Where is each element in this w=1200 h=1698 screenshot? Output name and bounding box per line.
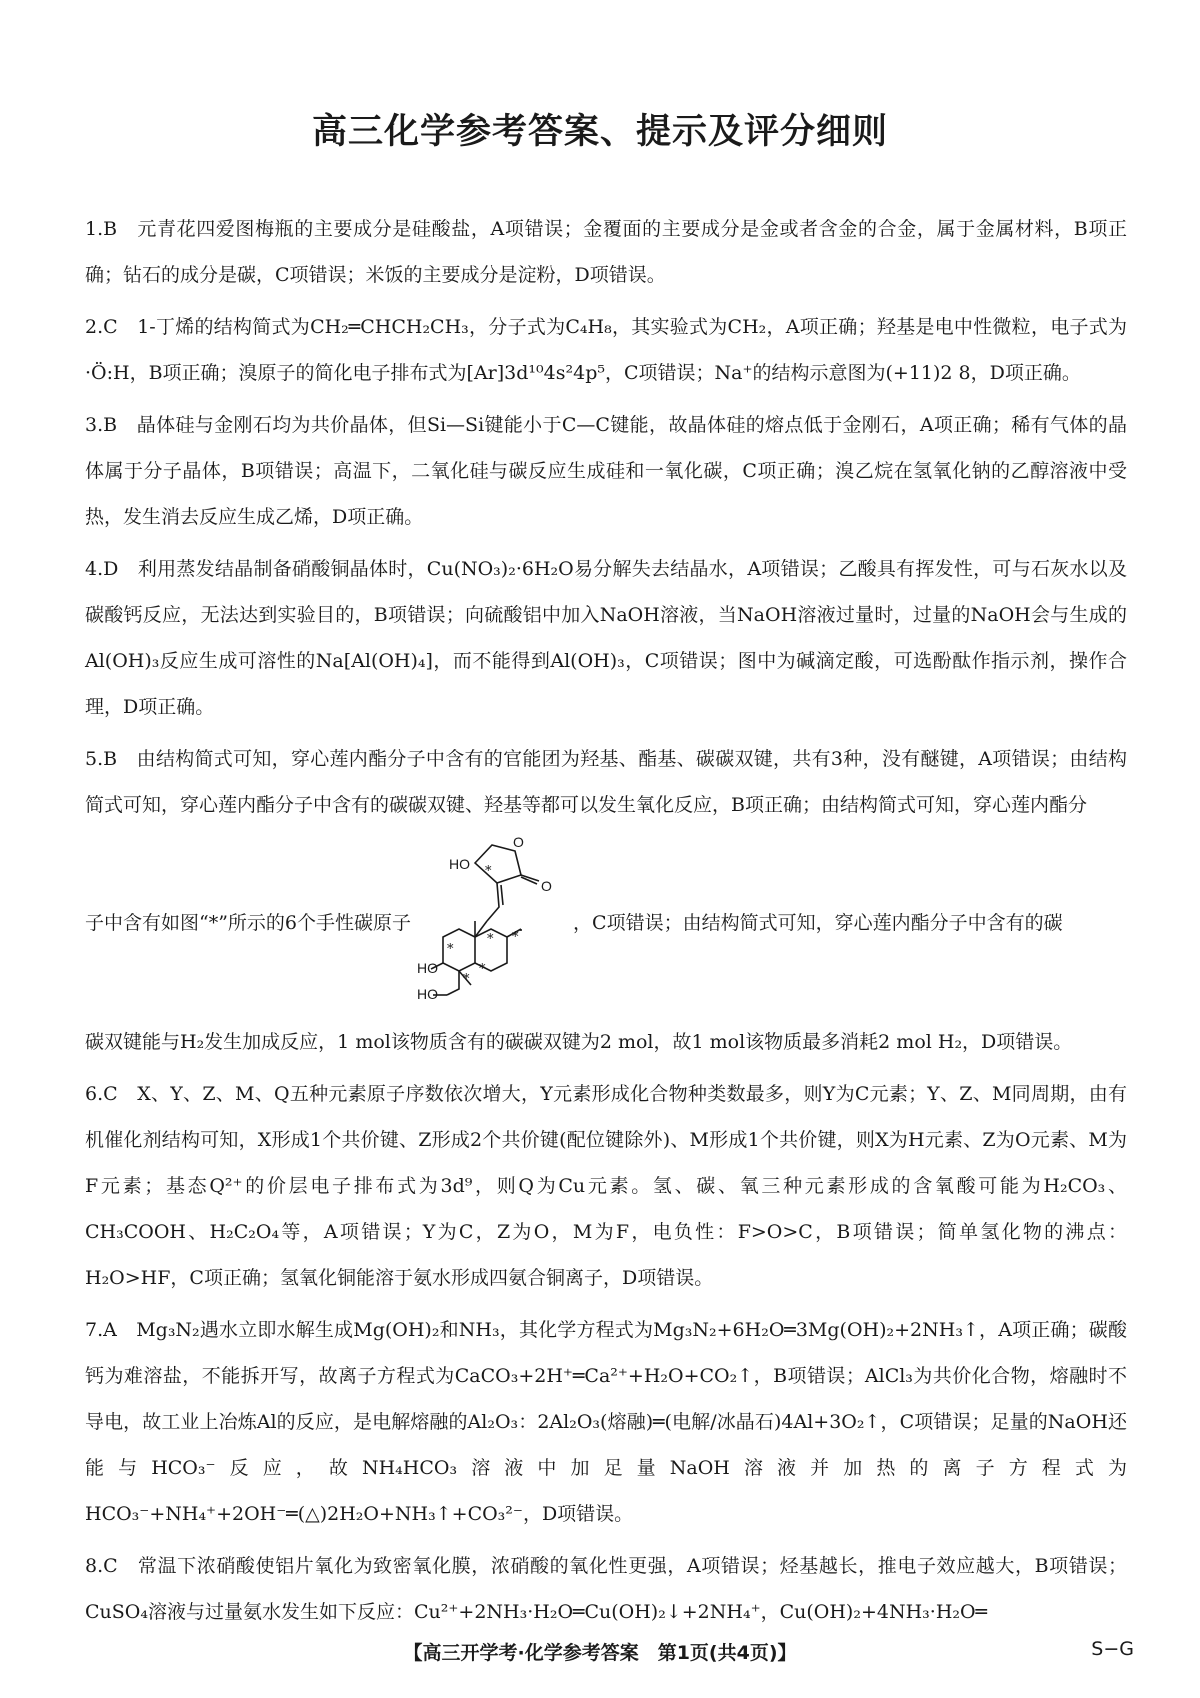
answer-3: 3.B 晶体硅与金刚石均为共价晶体，但Si—Si键能小于C—C键能，故晶体硅的熔点低于金刚石，A项正确；稀有气体的晶体属于分子晶体，B项错误；高温下，二氧化硅与碳反应生成硅和一氧化碳，C项正确；溴乙烷在氢氧化钠的乙醇溶液中受热，发生消去反应生成乙烯，D项正确。 <box>85 414 1127 528</box>
answer-2: 2.C 1-丁烯的结构简式为CH₂═CHCH₂CH₃，分子式为C₄H₈，其实验式为CH₂，A项正确；羟基是电中性微粒，电子式为·Ö:H，B项正确；溴原子的简化电子排布式为[Ar]3d¹⁰4s²4p⁵，C项错误；Na⁺的结构示意图为(+11)2 8，D项正确。 <box>85 316 1127 384</box>
struct-ho-bottom-1: HO <box>417 959 439 976</box>
answer-6: 6.C X、Y、Z、M、Q五种元素原子序数依次增大，Y元素形成化合物种类数最多，则Y为C元素；Y、Z、M同周期，由有机催化剂结构可知，X形成1个共价键、Z形成2个共价键(配位键除外)、M形成1个共价键，则X为H元素、Z为O元素、M为F元素；基态Q²⁺的价层电子排布式为3d⁹，则Q为Cu元素。氢、碳、氧三种元素形成的含氧酸可能为H₂CO₃、CH₃COOH、H₂C₂O₄等，A项错误；Y为C，Z为O，M为F，电负性：F>O>C，B项错误；简单氢化物的沸点：H₂O>HF，C项正确；氢氧化铜能溶于氨水形成四氨合铜离子，D项错误。 <box>85 1083 1127 1289</box>
answer-5-text-after: ，C项错误；由结构简式可知，穿心莲内酯分子中含有的碳 <box>573 911 1063 934</box>
answer-5-structure-line <box>85 830 1127 1015</box>
struct-ho-bottom-2: HO <box>417 985 439 1002</box>
chiral-star-3: * <box>512 929 519 945</box>
page-title: 高三化学参考答案、提示及评分细则 <box>311 112 888 152</box>
answer-4: 4.D 利用蒸发结晶制备硝酸铜晶体时，Cu(NO₃)₂·6H₂O易分解失去结晶水，A项错误；乙酸具有挥发性，可与石灰水以及碳酸钙反应，无法达到实验目的，B项错误；向硫酸铝中加入NaOH溶液，当NaOH溶液过量时，过量的NaOH会与生成的Al(OH)₃反应生成可溶性的Na[Al(OH)₄]，而不能得到Al(OH)₃，C项错误；图中为碱滴定酸，可选酚酞作指示剂，操作合理，D项正确。 <box>85 558 1127 718</box>
answer-content <box>85 206 1127 1641</box>
chiral-star-6: * <box>463 971 470 987</box>
chiral-star-4: * <box>447 941 454 957</box>
paper-code: S−G <box>1091 1638 1134 1660</box>
answer-8: 8.C 常温下浓硝酸使铝片氧化为致密氧化膜，浓硝酸的氧化性更强，A项错误；烃基越长，推电子效应越大，B项错误；CuSO₄溶液与过量氨水发生如下反应：Cu²⁺+2NH₃·H₂O═Cu(OH)₂↓+2NH₄⁺，Cu(OH)₂+4NH₃·H₂O═ <box>85 1555 1127 1623</box>
answer-5-continued: 碳双键能与H₂发生加成反应，1 mol该物质含有的碳碳双键为2 mol，故1 mol该物质最多消耗2 mol H₂，D项错误。 <box>85 1031 1073 1053</box>
answer-5-text-before: 子中含有如图“*”所示的6个手性碳原子 <box>85 911 412 934</box>
chiral-star-1: * <box>485 863 492 879</box>
andrographolide-structure <box>417 833 567 1013</box>
page-footer: 【高三开学考·化学参考答案 第1页(共4页)】 <box>403 1642 797 1664</box>
chiral-star-2: * <box>487 931 494 947</box>
answer-5: 5.B 由结构简式可知，穿心莲内酯分子中含有的官能团为羟基、酯基、碳碳双键，共有3种，没有醚键，A项错误；由结构简式可知，穿心莲内酯分子中含有的碳碳双键、羟基等都可以发生氧化反应，B项正确；由结构简式可知，穿心莲内酯分 <box>85 748 1127 816</box>
struct-ho-top: HO <box>449 855 471 872</box>
answer-1: 1.B 元青花四爱图梅瓶的主要成分是硅酸盐，A项错误；金覆面的主要成分是金或者含金的合金，属于金属材料，B项正确；钻石的成分是碳，C项错误；米饭的主要成分是淀粉，D项错误。 <box>85 218 1127 286</box>
answer-7: 7.A Mg₃N₂遇水立即水解生成Mg(OH)₂和NH₃，其化学方程式为Mg₃N₂+6H₂O═3Mg(OH)₂+2NH₃↑，A项正确；碳酸钙为难溶盐，不能拆开写，故离子方程式为CaCO₃+2H⁺═Ca²⁺+H₂O+CO₂↑，B项错误；AlCl₃为共价化合物，熔融时不导电，故工业上冶炼Al的反应，是电解熔融的Al₂O₃：2Al₂O₃(熔融)═(电解/冰晶石)4Al+3O₂↑，C项错误；足量的NaOH还能与HCO₃⁻反应，故NH₄HCO₃溶液中加足量NaOH溶液并加热的离子方程式为HCO₃⁻+NH₄⁺+2OH⁻═(△)2H₂O+NH₃↑+CO₃²⁻，D项错误。 <box>85 1319 1127 1525</box>
struct-o-carbonyl: O <box>541 877 552 894</box>
struct-o-ring: O <box>513 833 524 850</box>
chiral-star-5: * <box>479 961 486 977</box>
